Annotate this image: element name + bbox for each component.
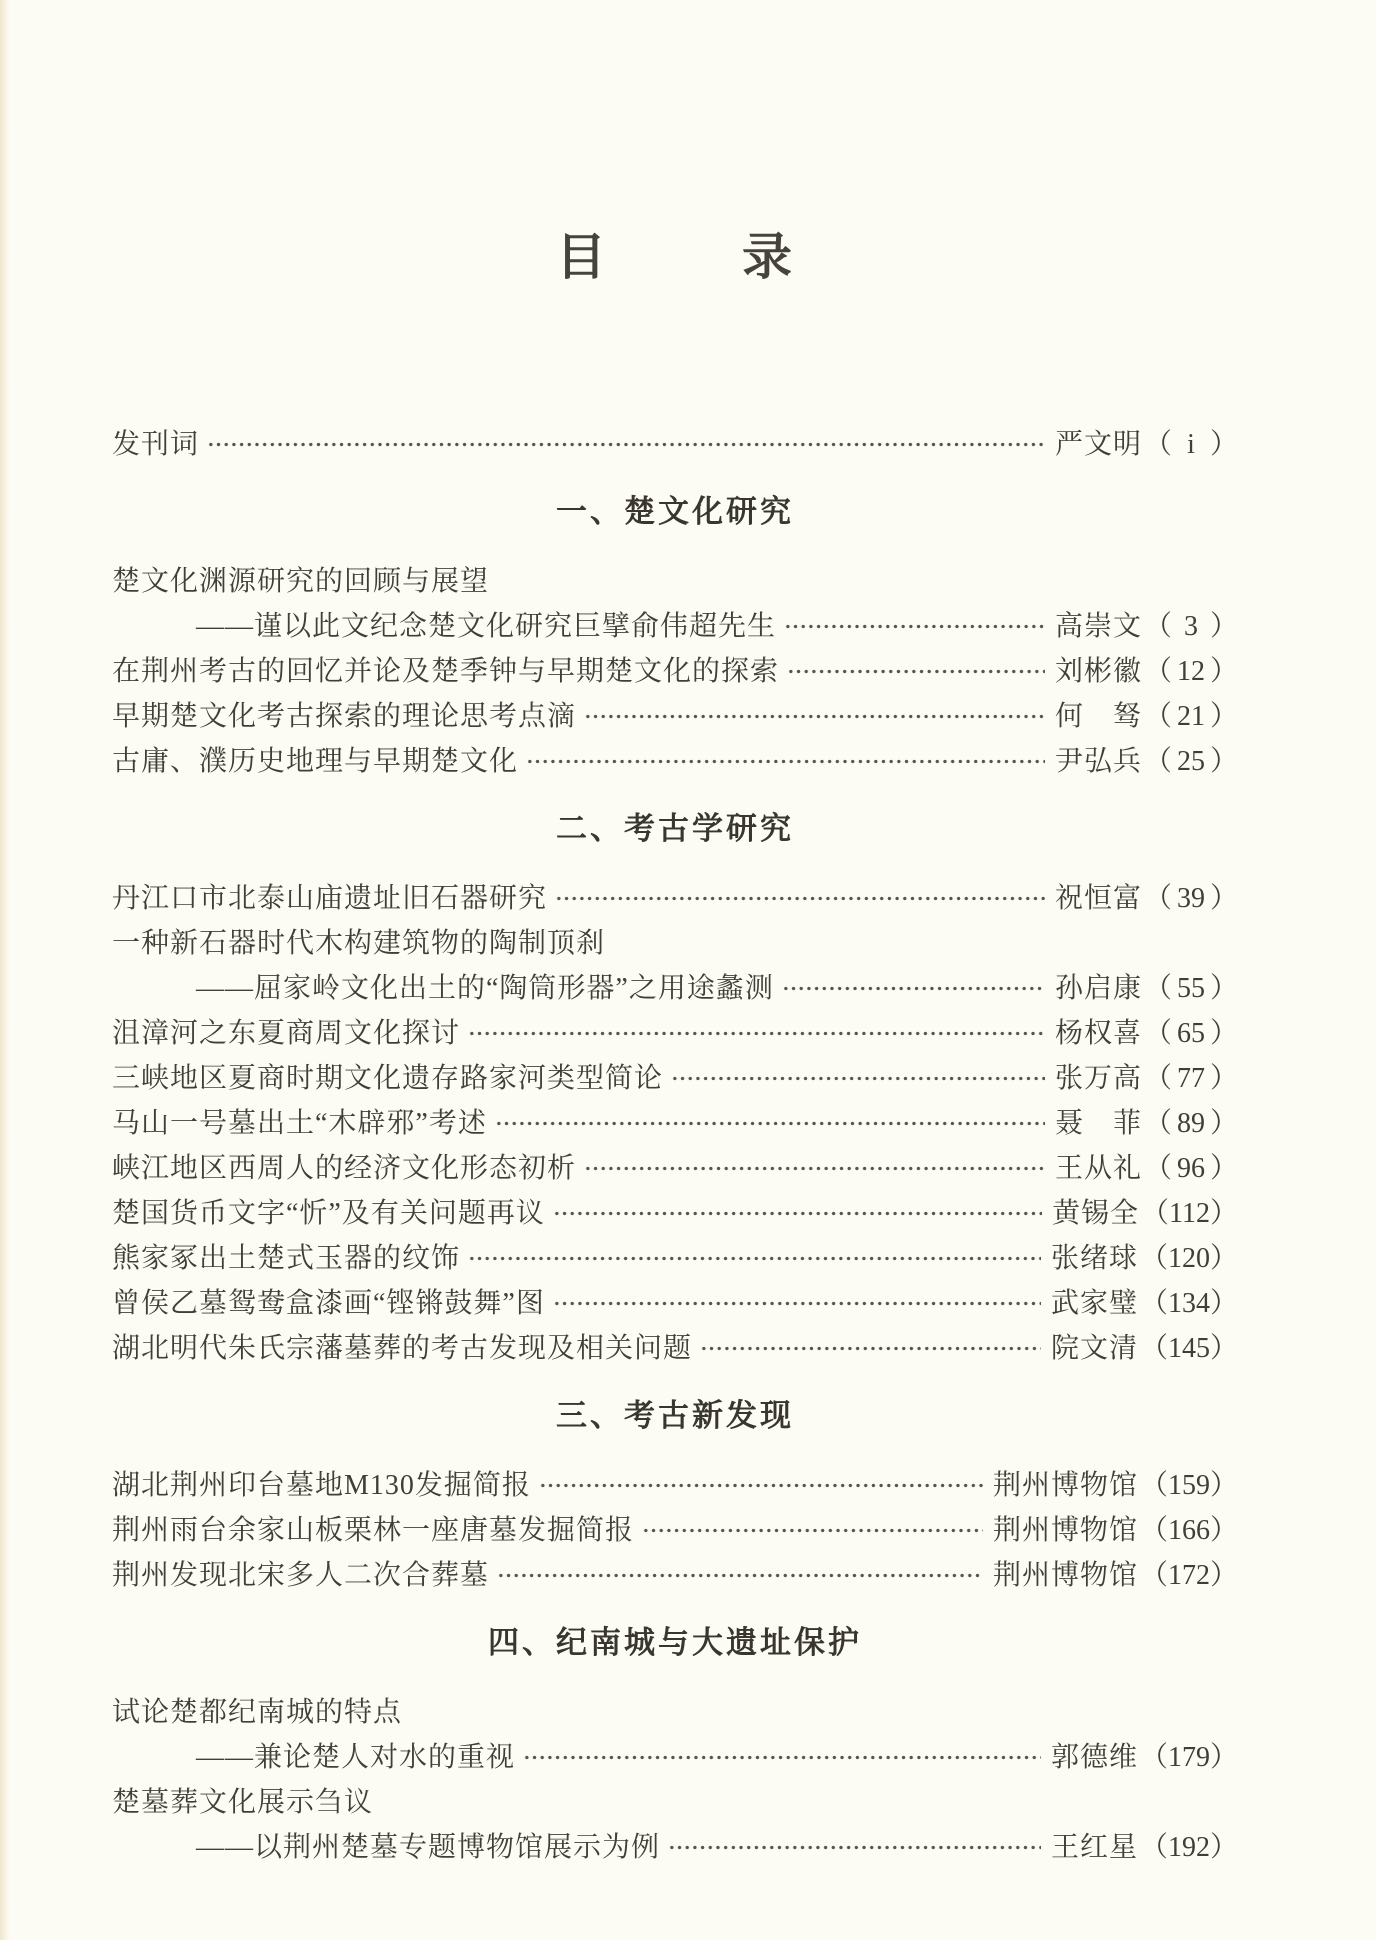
dot-leader [523, 1735, 1041, 1780]
dot-leader [468, 1011, 1045, 1056]
entry-title: 试论楚都纪南城的特点 [112, 1697, 403, 1728]
toc-entry [112, 1780, 1238, 1870]
toc-line [112, 1101, 1238, 1146]
toc-body [112, 491, 1238, 1870]
dot-leader [497, 1553, 983, 1598]
toc-line [112, 1735, 1238, 1780]
paren-close: ） [1209, 1560, 1238, 1591]
toc-line [112, 1281, 1238, 1326]
entry-author: 祝恒富 [1054, 883, 1142, 914]
entry-title: 楚文化渊源研究的回顾与展望 [112, 566, 490, 597]
toc-line [112, 1326, 1238, 1371]
toc-entry [112, 1326, 1238, 1371]
toc-line [112, 604, 1238, 649]
toc-line [112, 559, 1238, 604]
entry-author: 高崇文 [1054, 611, 1142, 642]
entry-author: 严文明 [1054, 429, 1142, 460]
paren-open: （ [1144, 1063, 1173, 1094]
entry-title: 湖北明代朱氏宗藩墓葬的考古发现及相关问题 [112, 1333, 693, 1364]
paren-open: （ [1139, 1742, 1168, 1773]
paren-open: （ [1139, 1288, 1168, 1319]
toc-line [112, 1825, 1238, 1870]
paren-open: （ [1144, 429, 1173, 460]
page-number: 25 [1177, 746, 1205, 777]
toc-entry [112, 876, 1238, 921]
entry-title: 发刊词 [112, 429, 200, 460]
dot-leader [207, 422, 1045, 467]
toc-entry [112, 1508, 1238, 1553]
page-title [112, 226, 1238, 288]
toc-line [112, 649, 1238, 694]
section-heading: 二、考古学研究 [556, 811, 794, 846]
page-number: 77 [1177, 1063, 1205, 1094]
entry-author: 武家璧 [1050, 1288, 1138, 1319]
toc-line [112, 966, 1238, 1011]
entry-author: 孙启康 [1054, 973, 1142, 1004]
entry-author: 杨权喜 [1054, 1018, 1142, 1049]
dot-leader [700, 1326, 1041, 1371]
paren-close: ） [1209, 701, 1238, 732]
entry-author: 院文清 [1050, 1333, 1138, 1364]
entry-page [1144, 739, 1238, 784]
entry-title: 楚墓葬文化展示刍议 [112, 1787, 374, 1818]
toc-entry [112, 1011, 1238, 1056]
dot-leader [782, 966, 1045, 1011]
paren-close: ） [1209, 746, 1238, 777]
entry-title: 丹江口市北泰山庙遗址旧石器研究 [112, 883, 548, 914]
dot-leader [642, 1508, 983, 1553]
paren-close: ） [1209, 429, 1238, 460]
entry-page [1140, 1326, 1238, 1371]
entry-page [1144, 1101, 1238, 1146]
toc-line [112, 876, 1238, 921]
entry-title: 荆州发现北宋多人二次合葬墓 [112, 1560, 490, 1591]
page-number: 172 [1167, 1560, 1210, 1591]
page-number: 96 [1177, 1153, 1205, 1184]
paren-close: ） [1209, 973, 1238, 1004]
entry-author: 王从礼 [1054, 1153, 1142, 1184]
page-number: 55 [1177, 973, 1205, 1004]
entry-page [1144, 422, 1238, 467]
toc-line [112, 1508, 1238, 1553]
entry-page [1140, 1281, 1238, 1326]
paren-open: （ [1144, 883, 1173, 914]
entry-author: 何 驽 [1054, 701, 1142, 732]
entry-author: 张绪球 [1050, 1243, 1138, 1274]
dot-leader [584, 1146, 1045, 1191]
toc-line [112, 1011, 1238, 1056]
toc-entry [112, 694, 1238, 739]
dot-leader [668, 1825, 1041, 1870]
toc-line [112, 1553, 1238, 1598]
page-number: 65 [1177, 1018, 1205, 1049]
paren-close: ） [1209, 1108, 1238, 1139]
page-number: 179 [1167, 1742, 1210, 1773]
page-number: 3 [1184, 611, 1198, 642]
entry-page [1141, 1191, 1238, 1236]
entry-title: 在荆州考古的回忆并论及楚季钟与早期楚文化的探索 [112, 656, 780, 687]
entry-title: ——兼论楚人对水的重视 [196, 1742, 516, 1773]
dot-leader [526, 739, 1045, 784]
entry-title: 曾侯乙墓鸳鸯盒漆画“铿锵鼓舞”图 [112, 1288, 545, 1319]
toc-line [112, 921, 1238, 966]
paren-close: ） [1209, 1198, 1238, 1229]
dot-leader [584, 694, 1045, 739]
paren-close: ） [1209, 1153, 1238, 1184]
entry-title: 湖北荆州印台墓地M130发掘简报 [112, 1470, 531, 1501]
entry-title: 荆州雨台余家山板栗林一座唐墓发掘简报 [112, 1515, 635, 1546]
toc-entry [112, 559, 1238, 649]
frontmatter [112, 422, 1238, 467]
entry-page [1144, 1011, 1238, 1056]
paren-close: ） [1209, 1470, 1238, 1501]
entry-title: 楚国货币文字“忻”及有关问题再议 [112, 1198, 545, 1229]
entry-page [1140, 1825, 1238, 1870]
paren-open: （ [1139, 1560, 1168, 1591]
paren-close: ） [1209, 1243, 1238, 1274]
page-number: i [1187, 429, 1195, 460]
paren-open: （ [1139, 1333, 1168, 1364]
entry-author: 尹弘兵 [1054, 746, 1142, 777]
paren-open: （ [1144, 611, 1173, 642]
dot-leader [539, 1463, 983, 1508]
paren-open: （ [1139, 1470, 1168, 1501]
paren-close: ） [1209, 656, 1238, 687]
entry-title: 马山一号墓出土“木辟邪”考述 [112, 1108, 487, 1139]
page-title-char: 录 [742, 229, 794, 285]
paren-open: （ [1144, 701, 1173, 732]
toc-line [112, 422, 1238, 467]
page-number: 145 [1167, 1333, 1210, 1364]
paren-close: ） [1209, 1333, 1238, 1364]
paren-open: （ [1139, 1832, 1168, 1863]
entry-page [1140, 1735, 1238, 1780]
paren-close: ） [1209, 1742, 1238, 1773]
toc-line [112, 1780, 1238, 1825]
page-number: 12 [1177, 656, 1205, 687]
entry-title: 峡江地区西周人的经济文化形态初析 [112, 1153, 577, 1184]
section-heading: 一、楚文化研究 [556, 494, 794, 529]
entry-author: 刘彬徽 [1054, 656, 1142, 687]
paren-close: ） [1209, 1832, 1238, 1863]
entry-page [1144, 649, 1238, 694]
entry-page [1140, 1463, 1238, 1508]
entry-page [1144, 966, 1238, 1011]
page-number: 112 [1169, 1198, 1210, 1229]
dot-leader [553, 1191, 1042, 1236]
toc-entry [112, 1553, 1238, 1598]
toc-entry [112, 739, 1238, 784]
entry-author: 张万高 [1054, 1063, 1142, 1094]
paren-open: （ [1144, 1108, 1173, 1139]
toc-line [112, 1056, 1238, 1101]
entry-author: 黄锡全 [1051, 1198, 1139, 1229]
page-number: 39 [1177, 883, 1205, 914]
paren-close: ） [1209, 611, 1238, 642]
entry-title: 古庸、濮历史地理与早期楚文化 [112, 746, 519, 777]
entry-title: 三峡地区夏商时期文化遗存路家河类型简论 [112, 1063, 664, 1094]
page-number: 134 [1167, 1288, 1210, 1319]
dot-leader [555, 876, 1045, 921]
entry-title: ——谨以此文纪念楚文化研究巨擘俞伟超先生 [196, 611, 777, 642]
toc-entry [112, 1463, 1238, 1508]
entry-title: ——屈家岭文化出土的“陶筒形器”之用途蠡测 [196, 973, 774, 1004]
toc-line [112, 694, 1238, 739]
paren-open: （ [1144, 1018, 1173, 1049]
dot-leader [553, 1281, 1041, 1326]
paren-close: ） [1209, 1018, 1238, 1049]
page-number: 192 [1167, 1832, 1210, 1863]
entry-page [1140, 1236, 1238, 1281]
page-number: 159 [1167, 1470, 1210, 1501]
paren-close: ） [1209, 1063, 1238, 1094]
entry-page [1144, 1146, 1238, 1191]
paren-open: （ [1141, 1198, 1170, 1229]
dot-leader [787, 649, 1045, 694]
toc-entry [112, 1191, 1238, 1236]
section-heading: 三、考古新发现 [556, 1398, 794, 1433]
toc-line [112, 1690, 1238, 1735]
page-title-char: 目 [556, 229, 608, 285]
entry-author: 王红星 [1050, 1832, 1138, 1863]
toc-entry [112, 921, 1238, 1011]
entry-title: 熊家冢出土楚式玉器的纹饰 [112, 1243, 461, 1274]
toc-entry [112, 1146, 1238, 1191]
dot-leader [671, 1056, 1045, 1101]
entry-title: 沮漳河之东夏商周文化探讨 [112, 1018, 461, 1049]
entry-page [1144, 1056, 1238, 1101]
toc-entry [112, 1101, 1238, 1146]
entry-title: ——以荆州楚墓专题博物馆展示为例 [196, 1832, 661, 1863]
toc-line [112, 1236, 1238, 1281]
entry-page [1144, 604, 1238, 649]
entry-page [1140, 1508, 1238, 1553]
entry-title: 一种新石器时代木构建筑物的陶制顶刹 [112, 928, 606, 959]
entry-page [1144, 694, 1238, 739]
page-number: 21 [1177, 701, 1205, 732]
entry-author: 荆州博物馆 [992, 1515, 1138, 1546]
toc-entry [112, 1056, 1238, 1101]
toc-line [112, 739, 1238, 784]
paren-close: ） [1209, 1288, 1238, 1319]
dot-leader [784, 604, 1045, 649]
paren-close: ） [1209, 1515, 1238, 1546]
toc-line [112, 1463, 1238, 1508]
entry-author: 聂 菲 [1054, 1108, 1142, 1139]
paren-open: （ [1144, 973, 1173, 1004]
paren-close: ） [1209, 883, 1238, 914]
entry-author: 荆州博物馆 [992, 1470, 1138, 1501]
section-heading: 四、纪南城与大遗址保护 [488, 1625, 862, 1660]
entry-page [1144, 876, 1238, 921]
page-number: 166 [1167, 1515, 1210, 1546]
toc-line [112, 1146, 1238, 1191]
toc-entry [112, 1281, 1238, 1326]
paren-open: （ [1139, 1515, 1168, 1546]
toc-entry [112, 649, 1238, 694]
page-number: 89 [1177, 1108, 1205, 1139]
paren-open: （ [1139, 1243, 1168, 1274]
dot-leader [495, 1101, 1045, 1146]
entry-author: 郭德维 [1050, 1742, 1138, 1773]
entry-page [1140, 1553, 1238, 1598]
dot-leader [468, 1236, 1041, 1281]
toc-entry [112, 1690, 1238, 1780]
toc-line [112, 1191, 1238, 1236]
paren-open: （ [1144, 656, 1173, 687]
page-number: 120 [1167, 1243, 1210, 1274]
paren-open: （ [1144, 746, 1173, 777]
entry-author: 荆州博物馆 [992, 1560, 1138, 1591]
entry-title: 早期楚文化考古探索的理论思考点滴 [112, 701, 577, 732]
paren-open: （ [1144, 1153, 1173, 1184]
toc-entry [112, 1236, 1238, 1281]
